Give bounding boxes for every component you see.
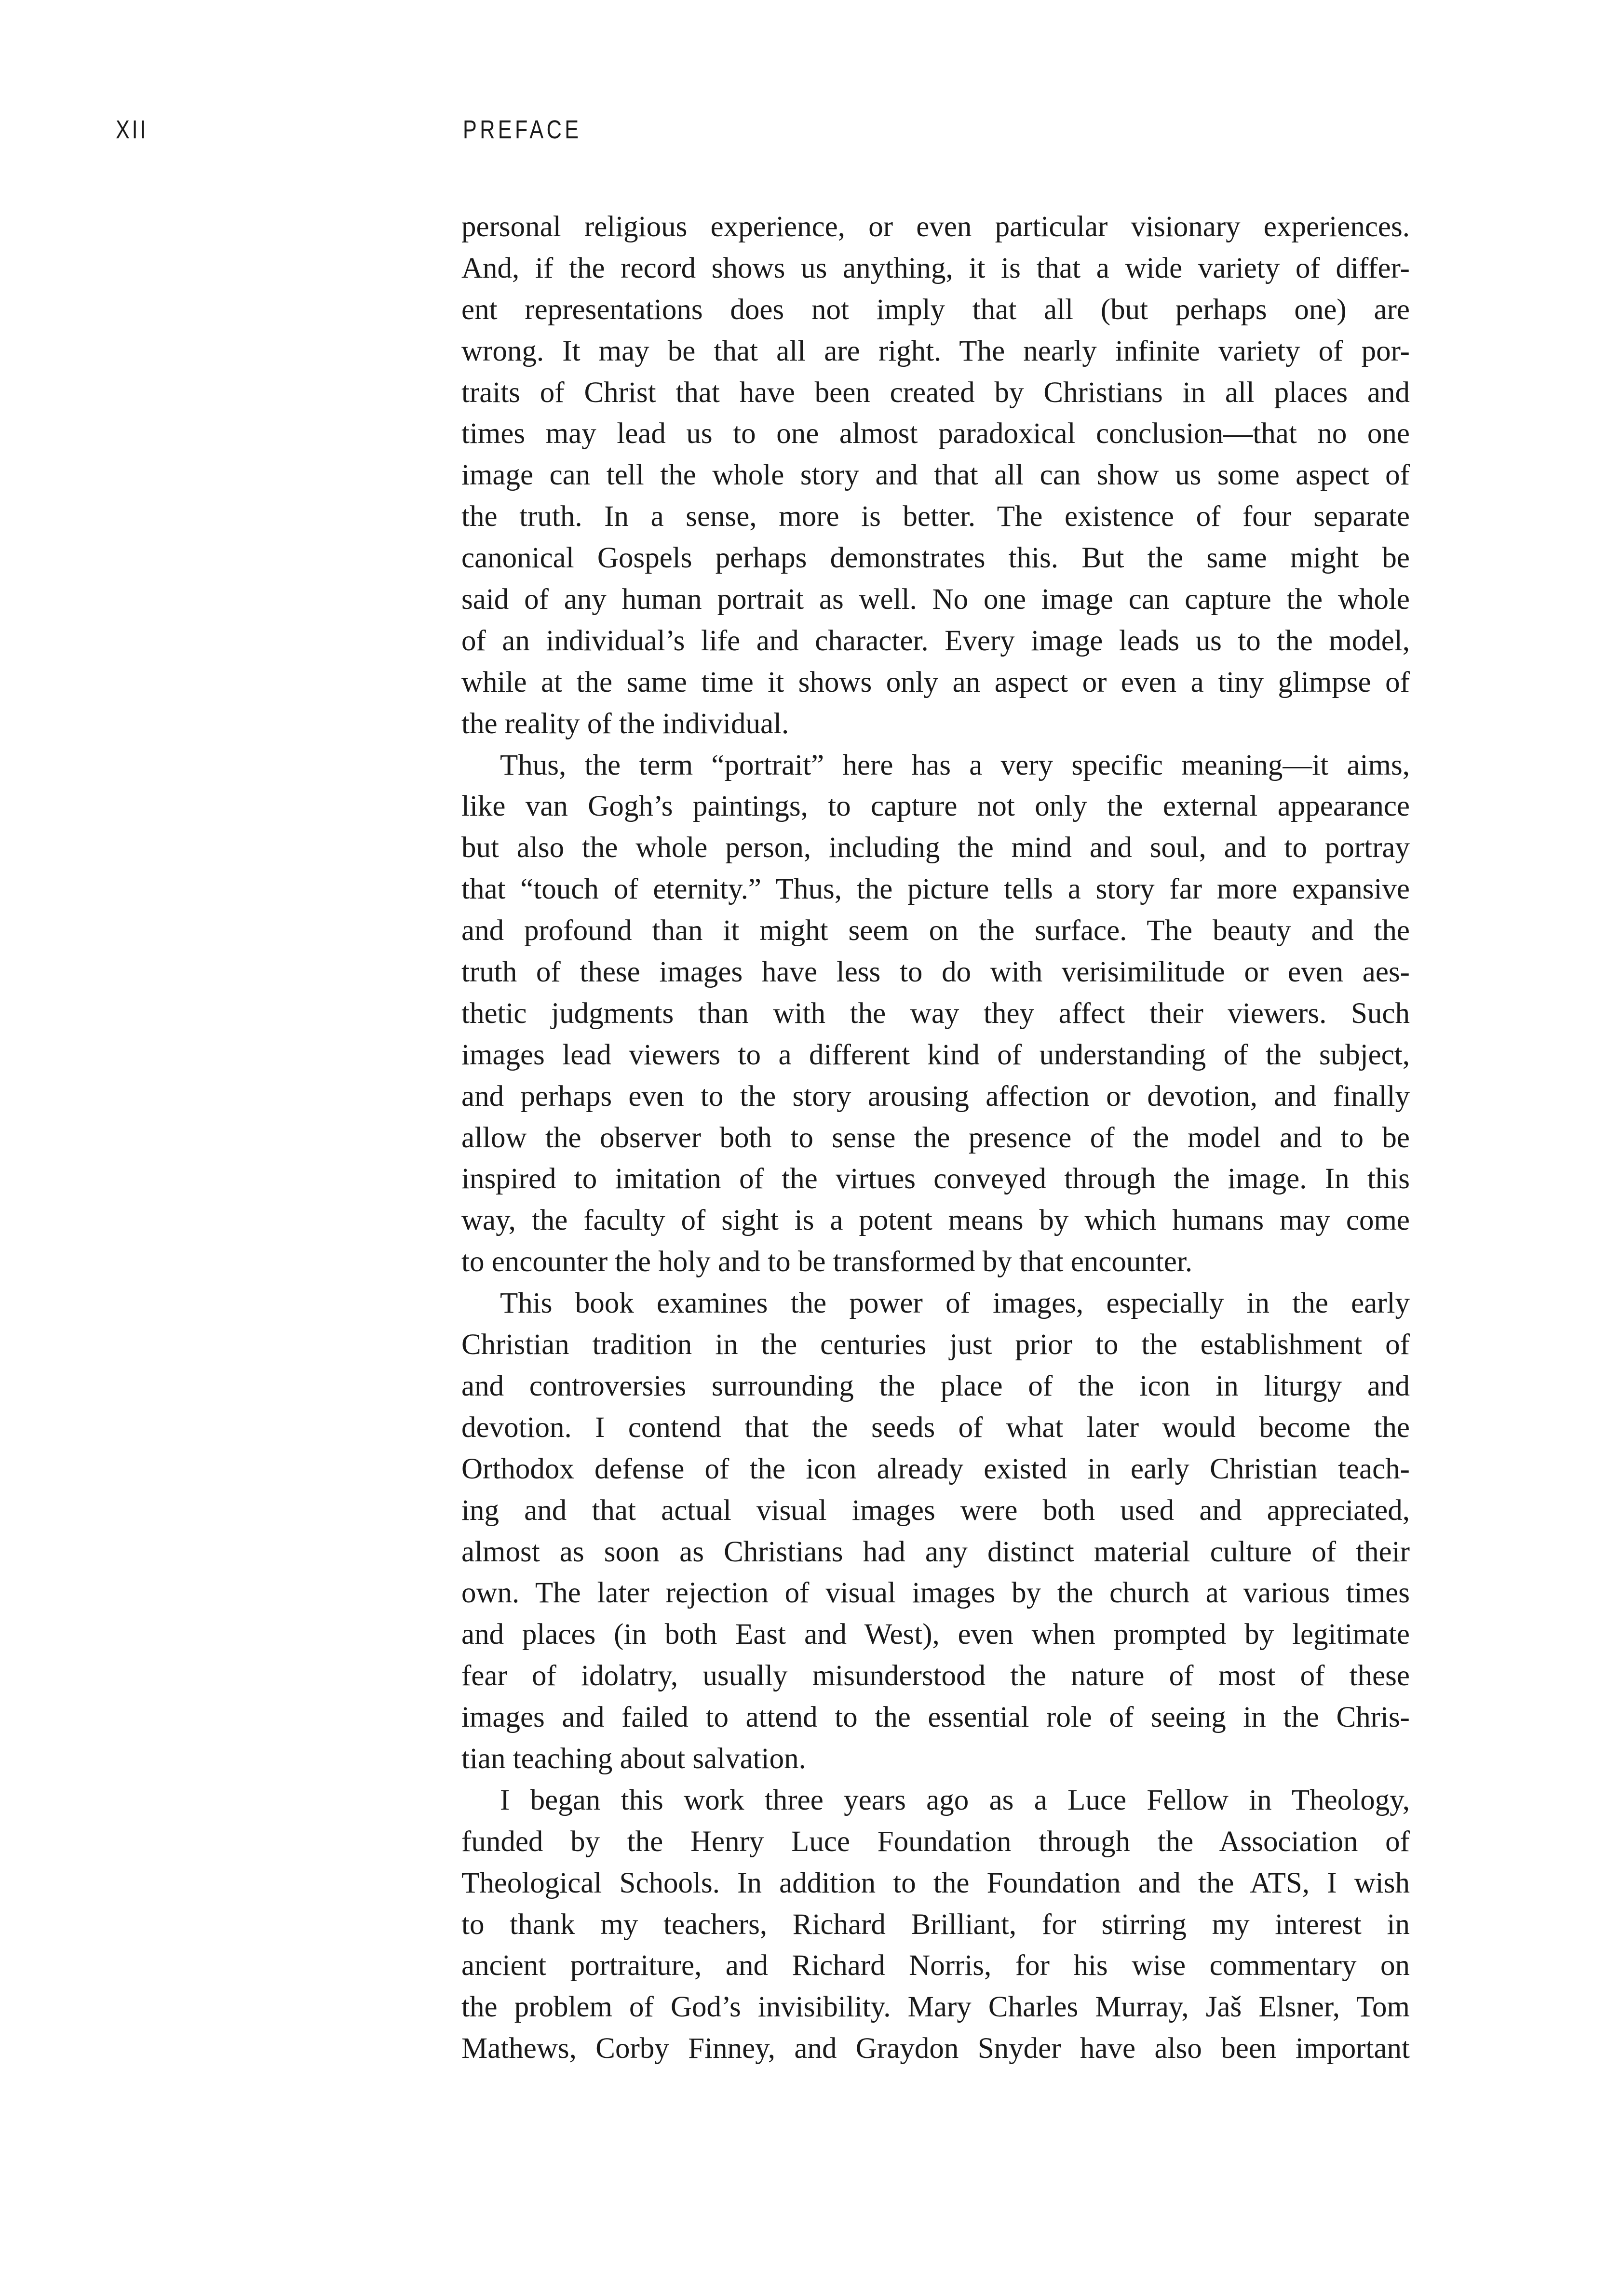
text-line: and perhaps even to the story arousing affection or devotion, and finally [461, 1080, 1410, 1113]
text-line: the problem of God’s invisibility. Mary Charles Murray, Jaš Elsner, Tom [461, 1991, 1410, 2024]
text-line: while at the same time it shows only an aspect or even a tiny glimpse of [461, 666, 1410, 698]
paragraph [461, 1283, 1410, 1780]
text-line: tian teaching about salvation. [461, 1742, 806, 1775]
text-line: and profound than it might seem on the surface. The beauty and the [461, 914, 1410, 947]
text-line: way, the faculty of sight is a potent means by which humans may come [461, 1204, 1410, 1237]
text-line: that “touch of eternity.” Thus, the picture tells a story far more expansive [461, 873, 1410, 906]
text-line: wrong. It may be that all are right. The nearly infinite variety of por- [461, 335, 1410, 367]
paragraph [461, 206, 1410, 745]
text-line: to encounter the holy and to be transformed by that encounter. [461, 1246, 1193, 1278]
text-line: I began this work three years ago as a Luce Fellow in Theology, [500, 1784, 1410, 1816]
paragraph [461, 745, 1410, 1283]
paragraph [461, 1780, 1410, 2069]
text-line: Mathews, Corby Finney, and Graydon Snyder have also been important [461, 2032, 1410, 2065]
text-line: ent representations does not imply that all (but perhaps one) are [461, 293, 1410, 326]
text-line: said of any human portrait as well. No one image can capture the whole [461, 583, 1410, 616]
text-line: inspired to imitation of the virtues conveyed through the image. In this [461, 1163, 1410, 1195]
text-line: Christian tradition in the centuries just prior to the establishment of [461, 1329, 1410, 1361]
text-line: Thus, the term “portrait” here has a very specific meaning—it aims, [500, 749, 1410, 781]
text-line: Theological Schools. In addition to the Foundation and the ATS, I wish [461, 1866, 1410, 1899]
text-line: almost as soon as Christians had any distinct material culture of their [461, 1535, 1410, 1568]
text-line: Orthodox defense of the icon already existed in early Christian teach- [461, 1452, 1410, 1485]
text-line: traits of Christ that have been created by Christians in all places and [461, 376, 1410, 409]
text-line: own. The later rejection of visual images by the church at various times [461, 1577, 1410, 1610]
text-line: canonical Gospels perhaps demonstrates this. But the same might be [461, 542, 1410, 575]
text-line: like van Gogh’s paintings, to capture not only the external appearance [461, 790, 1410, 823]
text-line: allow the observer both to sense the presence of the model and to be [461, 1121, 1410, 1154]
text-line: ing and that actual visual images were both used and appreciated, [461, 1494, 1410, 1527]
text-line: image can tell the whole story and that all can show us some aspect of [461, 459, 1410, 492]
text-line: devotion. I contend that the seeds of what later would become the [461, 1411, 1410, 1444]
text-line: This book examines the power of images, especially in the early [500, 1287, 1410, 1320]
running-head: PREFACE [463, 115, 582, 144]
text-line: And, if the record shows us anything, it is that a wide variety of differ- [461, 252, 1410, 284]
text-line: the truth. In a sense, more is better. The existence of four separate [461, 500, 1410, 533]
text-line: fear of idolatry, usually misunderstood the nature of most of these [461, 1660, 1410, 1692]
text-line: times may lead us to one almost paradoxical conclusion—that no one [461, 417, 1410, 450]
text-line: thetic judgments than with the way they affect their viewers. Such [461, 997, 1410, 1030]
text-line: and controversies surrounding the place of the icon in liturgy and [461, 1370, 1410, 1402]
page-number: XII [116, 115, 149, 144]
text-line: to thank my teachers, Richard Brilliant, for stirring my interest in [461, 1908, 1410, 1941]
text-line: personal religious experience, or even particular visionary experiences. [461, 211, 1410, 243]
text-line: images lead viewers to a different kind of understanding of the subject, [461, 1038, 1410, 1071]
text-line: images and failed to attend to the essential role of seeing in the Chris- [461, 1701, 1410, 1734]
text-line: truth of these images have less to do with verisimilitude or even aes- [461, 956, 1410, 989]
text-line: funded by the Henry Luce Foundation through the Association of [461, 1825, 1410, 1858]
text-line: of an individual’s life and character. Every image leads us to the model, [461, 624, 1410, 657]
text-line: and places (in both East and West), even when prompted by legitimate [461, 1618, 1410, 1651]
text-line: ancient portraiture, and Richard Norris, for his wise commentary on [461, 1949, 1410, 1982]
text-line: but also the whole person, including the mind and soul, and to portray [461, 832, 1410, 864]
text-line: the reality of the individual. [461, 707, 789, 740]
body-text [461, 206, 1410, 2069]
